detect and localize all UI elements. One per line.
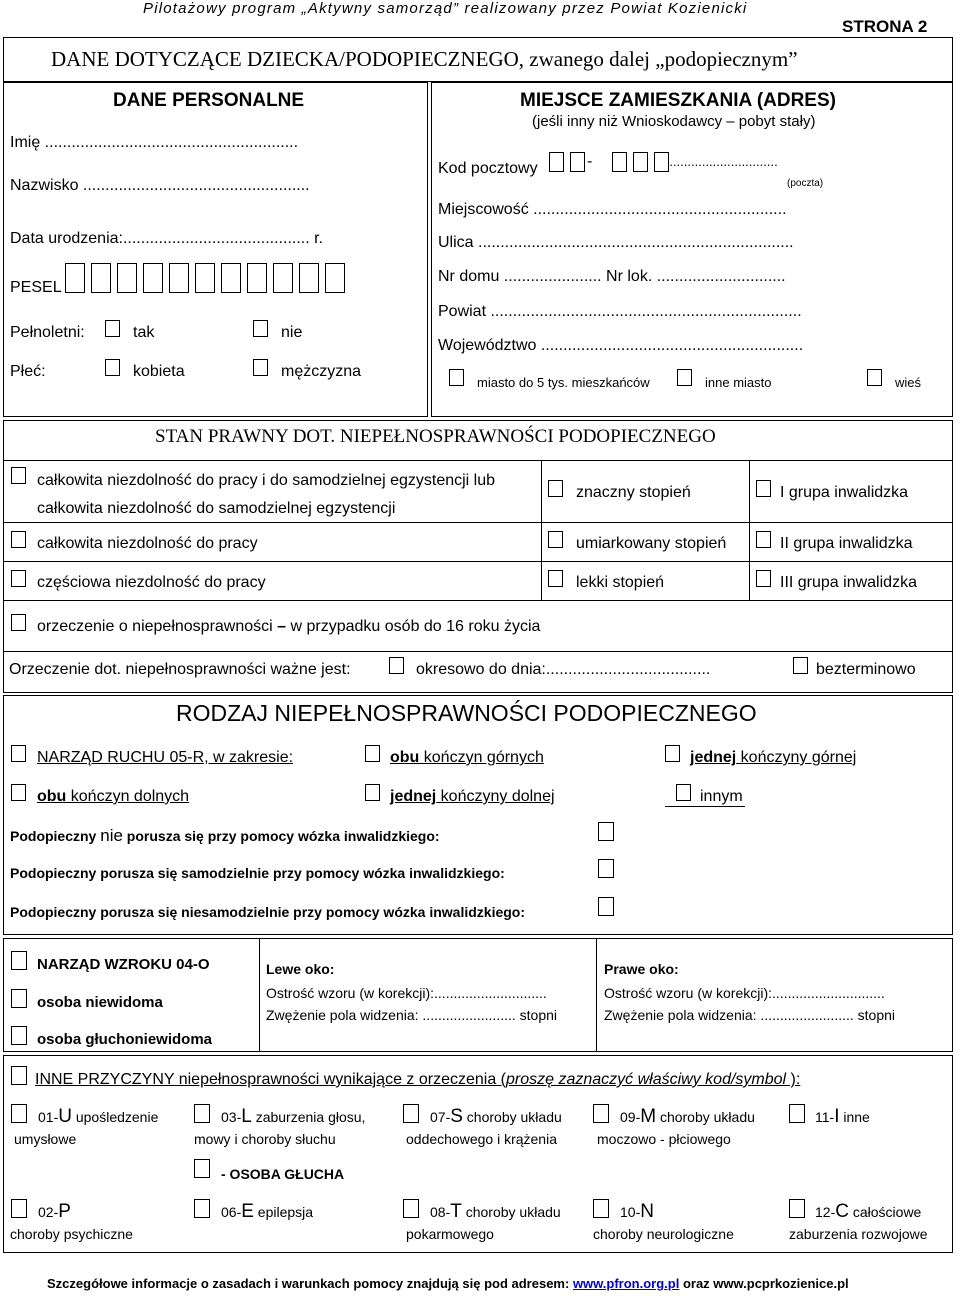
grid-line bbox=[4, 561, 952, 562]
pesel-digit[interactable] bbox=[143, 263, 163, 293]
lewe-zwezenie-field[interactable]: Zwężenie pola widzenia: ........................ stopni bbox=[266, 1007, 558, 1023]
code-07-text-2: oddechowego i krążenia bbox=[406, 1131, 557, 1147]
lewe-oko-title: Lewe oko: bbox=[266, 961, 335, 977]
pesel-digit[interactable] bbox=[195, 263, 215, 293]
code-06-checkbox[interactable] bbox=[194, 1199, 210, 1218]
code-10-prefix: 10- bbox=[620, 1204, 641, 1220]
znaczny-label: znaczny stopień bbox=[576, 484, 691, 501]
code-12-letter: C bbox=[835, 1201, 849, 1222]
grupa1-checkbox[interactable] bbox=[756, 480, 771, 497]
page-label: STRONA 2 bbox=[842, 17, 928, 36]
code-06-text: epilepsja bbox=[253, 1204, 314, 1220]
code-12-text-2: zaburzenia rozwojowe bbox=[789, 1226, 928, 1242]
code-10-checkbox[interactable] bbox=[593, 1199, 609, 1218]
code-02-checkbox[interactable] bbox=[11, 1199, 27, 1218]
code-01-prefix: 01- bbox=[38, 1109, 59, 1125]
code-03-label bbox=[221, 1106, 365, 1128]
wozek3-checkbox[interactable] bbox=[598, 897, 614, 916]
obu-word: obu bbox=[37, 788, 67, 805]
code-07-letter: S bbox=[450, 1106, 463, 1127]
grid-line bbox=[4, 651, 952, 652]
code-02-prefix: 02- bbox=[38, 1204, 59, 1220]
footer-text-a: Szczegółowe informacje o zasadach i warunkach pomocy znajdują się pod adresem: bbox=[47, 1276, 573, 1291]
grid-line bbox=[596, 938, 597, 1052]
inne-przyczyny-checkbox[interactable] bbox=[11, 1066, 27, 1085]
umiarkowany-label: umiarkowany stopień bbox=[576, 535, 727, 552]
pesel-digit[interactable] bbox=[325, 263, 345, 293]
obu-word: obu bbox=[390, 749, 420, 766]
grid-line bbox=[259, 938, 260, 1052]
code-09-checkbox[interactable] bbox=[593, 1104, 609, 1123]
postcode-dash: - bbox=[587, 153, 593, 171]
wies-label: wieś bbox=[895, 375, 922, 390]
inne-miasto-label: inne miasto bbox=[705, 375, 772, 390]
code-01-checkbox[interactable] bbox=[11, 1104, 27, 1123]
grid-line bbox=[541, 460, 542, 600]
footer-text-b: oraz www.pcprkozienice.pl bbox=[679, 1276, 849, 1291]
obu-dolnych-label bbox=[37, 788, 189, 806]
code-09-letter: M bbox=[640, 1106, 657, 1127]
ulica-field[interactable]: Ulica ....................................................................... bbox=[438, 234, 794, 251]
code-02-letter: P bbox=[58, 1201, 71, 1222]
jednej-dolnej-checkbox[interactable] bbox=[365, 784, 380, 801]
code-03-checkbox[interactable] bbox=[194, 1104, 210, 1123]
inne-przyczyny-title-b: niepełnosprawności wynikające z orzeczenia ( bbox=[174, 1071, 506, 1088]
poczta-label: (poczta) bbox=[787, 178, 824, 189]
jednej-gornej-label bbox=[690, 749, 856, 767]
grupa3-label: III grupa inwalidzka bbox=[780, 574, 917, 591]
konczyny-gornej-text: kończyny górnej bbox=[736, 749, 857, 766]
code-12-prefix: 12- bbox=[815, 1204, 836, 1220]
code-08-text: choroby układu bbox=[461, 1204, 561, 1220]
orzeczenie16-label-a: orzeczenie o niepełnosprawności bbox=[37, 618, 273, 635]
prawe-zwezenie-field[interactable]: Zwężenie pola widzenia: ........................ stopni bbox=[604, 1007, 896, 1023]
code-03-text: zaburzenia głosu, bbox=[251, 1109, 366, 1125]
wozek3-label: Podopieczny porusza się niesamodzielnie przy pomocy wózka inwalidzkiego: bbox=[10, 904, 526, 920]
kod-pocztowy-label: Kod pocztowy bbox=[438, 160, 538, 177]
wozek2-label: Podopieczny porusza się samodzielnie przy pomocy wózka inwalidzkiego: bbox=[10, 865, 505, 881]
obu-gornych-label bbox=[390, 749, 640, 767]
code-01-letter: U bbox=[58, 1106, 72, 1127]
narzad-ruchu-label: NARZĄD RUCHU 05-R, w zakresie: bbox=[37, 749, 294, 766]
niewidoma-label: osoba niewidoma bbox=[37, 994, 163, 1011]
code-01-text: upośledzenie bbox=[71, 1109, 159, 1125]
wozek1-label bbox=[10, 826, 440, 846]
code-03-letter: L bbox=[241, 1106, 252, 1127]
postcode-digit[interactable] bbox=[633, 152, 648, 172]
calkowita-pracy-checkbox[interactable] bbox=[11, 531, 26, 548]
wozek1-text-a: Podopieczny bbox=[10, 828, 101, 844]
konczyn-gornych-text: kończyn górnych bbox=[419, 749, 544, 766]
stan-prawny-title: STAN PRAWNY DOT. NIEPEŁNOSPRAWNOŚCI PODOPIECZNEGO bbox=[155, 426, 716, 447]
gluchoniewidoma-label: osoba głuchoniewidoma bbox=[37, 1031, 213, 1048]
code-09-text: choroby układu bbox=[656, 1109, 755, 1125]
code-02-label bbox=[38, 1201, 71, 1223]
pelnoletni-nie-checkbox[interactable] bbox=[253, 320, 268, 337]
wojewodztwo-field[interactable]: Województwo ........................................................... bbox=[438, 337, 804, 354]
code-09-text-2: moczowo - płciowego bbox=[597, 1131, 731, 1147]
wozek2-checkbox[interactable] bbox=[598, 859, 614, 878]
okresowo-checkbox[interactable] bbox=[389, 657, 404, 674]
postcode-digit[interactable] bbox=[612, 152, 627, 172]
pelnoletni-tak-label: tak bbox=[133, 324, 155, 341]
orzeczenie16-label-b: w przypadku osób do 16 roku życia bbox=[290, 618, 541, 635]
miasto5-checkbox[interactable] bbox=[449, 369, 464, 386]
miasto5-label: miasto do 5 tys. mieszkańców bbox=[477, 375, 650, 390]
pesel-digit[interactable] bbox=[221, 263, 241, 293]
code-12-text: całościowe bbox=[848, 1204, 922, 1220]
code-09-label bbox=[620, 1106, 755, 1128]
code-09-prefix: 09- bbox=[620, 1109, 641, 1125]
code-08-prefix: 08- bbox=[430, 1204, 451, 1220]
orzeczenie16-checkbox[interactable] bbox=[11, 614, 26, 631]
footer-info bbox=[47, 1276, 849, 1291]
code-12-label bbox=[815, 1201, 921, 1223]
konczyn-dolnych-text: kończyn dolnych bbox=[66, 788, 190, 805]
code-10-letter: N bbox=[640, 1201, 654, 1222]
grupa2-label: II grupa inwalidzka bbox=[780, 535, 913, 552]
code-11-prefix: 11- bbox=[815, 1109, 835, 1125]
code-08-checkbox[interactable] bbox=[403, 1199, 419, 1218]
plec-kobieta-checkbox[interactable] bbox=[105, 359, 120, 376]
code-06-letter: E bbox=[241, 1201, 254, 1222]
pesel-boxes[interactable] bbox=[65, 263, 351, 293]
imie-field[interactable]: Imię ......................................................... bbox=[10, 134, 299, 151]
osoba-glucha-label: - OSOBA GŁUCHA bbox=[221, 1166, 345, 1182]
umiarkowany-checkbox[interactable] bbox=[548, 531, 563, 548]
code-07-label bbox=[430, 1106, 562, 1128]
code-07-checkbox[interactable] bbox=[403, 1104, 419, 1123]
miejscowosc-field[interactable]: Miejscowość ......................................................... bbox=[438, 201, 787, 218]
pesel-digit[interactable] bbox=[169, 263, 189, 293]
postcode-digit[interactable] bbox=[654, 152, 669, 172]
rodzaj-title: RODZAJ NIEPEŁNOSPRAWNOŚCI PODOPIECZNEGO bbox=[176, 700, 757, 726]
code-11-text: inne bbox=[839, 1109, 870, 1125]
code-07-prefix: 07- bbox=[430, 1109, 451, 1125]
lewe-ostrosc-field[interactable]: Ostrość wzoru (w korekcji):............................. bbox=[266, 985, 547, 1001]
osoba-glucha-checkbox[interactable] bbox=[194, 1159, 210, 1178]
personal-heading: DANE PERSONALNE bbox=[113, 90, 305, 111]
czesciowa-checkbox[interactable] bbox=[11, 570, 26, 587]
poczta-field[interactable]: .............................. bbox=[669, 154, 778, 170]
plec-kobieta-label: kobieta bbox=[133, 363, 185, 380]
section1-title: DANE DOTYCZĄCE DZIECKA/PODOPIECZNEGO, zwanego dalej „podopiecznym” bbox=[51, 47, 798, 71]
bezterminowo-checkbox[interactable] bbox=[793, 657, 808, 674]
jednej-gornej-checkbox[interactable] bbox=[665, 745, 680, 762]
pelnoletni-tak-checkbox[interactable] bbox=[105, 320, 120, 337]
code-06-prefix: 06- bbox=[221, 1204, 242, 1220]
address-subheading: (jeśli inny niż Wnioskodawcy – pobyt stały) bbox=[532, 113, 816, 130]
grupa3-checkbox[interactable] bbox=[756, 570, 771, 587]
inne-przyczyny-title-c: proszę zaznaczyć właściwy kod/symbol bbox=[506, 1071, 787, 1088]
wies-checkbox[interactable] bbox=[867, 369, 882, 386]
code-08-label bbox=[430, 1201, 561, 1223]
powiat-field[interactable]: Powiat ...................................................................... bbox=[438, 303, 802, 320]
code-03-text-2: mowy i choroby słuchu bbox=[194, 1131, 336, 1147]
pesel-digit[interactable] bbox=[91, 263, 111, 293]
czesciowa-label: częściowa niezdolność do pracy bbox=[37, 574, 266, 591]
niewidoma-checkbox[interactable] bbox=[11, 989, 27, 1008]
lekki-label: lekki stopień bbox=[576, 574, 665, 591]
code-10-text-2: choroby neurologiczne bbox=[593, 1226, 734, 1242]
grupa2-checkbox[interactable] bbox=[756, 531, 771, 548]
calkowita-egzystencja-checkbox[interactable] bbox=[11, 467, 26, 484]
innym-underline bbox=[665, 806, 745, 807]
code-10-label bbox=[620, 1201, 654, 1223]
gluchoniewidoma-checkbox[interactable] bbox=[11, 1026, 27, 1045]
code-01-text-2: umysłowe bbox=[14, 1131, 77, 1147]
plec-label: Płeć: bbox=[10, 363, 46, 380]
personal-data-box bbox=[3, 82, 428, 417]
grupa1-label: I grupa inwalidzka bbox=[780, 484, 909, 501]
code-11-letter: I bbox=[834, 1106, 840, 1127]
postcode-digit[interactable] bbox=[570, 152, 585, 172]
wazne-label: Orzeczenie dot. niepełnosprawności ważne jest: bbox=[9, 661, 351, 678]
pelnoletni-label: Pełnoletni: bbox=[10, 324, 85, 341]
footer-link-pfron[interactable]: www.pfron.org.pl bbox=[572, 1276, 680, 1291]
narzad-wzroku-checkbox[interactable] bbox=[11, 951, 27, 970]
bezterminowo-label: bezterminowo bbox=[816, 661, 916, 678]
grid-line bbox=[4, 600, 952, 601]
code-07-text: choroby układu bbox=[462, 1109, 562, 1125]
code-11-label bbox=[815, 1106, 870, 1128]
plec-mezczyzna-label: mężczyzna bbox=[281, 363, 362, 380]
grid-line bbox=[4, 522, 952, 523]
code-06-label bbox=[221, 1201, 313, 1223]
calkowita-egzystencja-label-a: całkowita niezdolność do pracy i do samodzielnej egzystencji lub bbox=[37, 472, 496, 489]
pesel-digit[interactable] bbox=[299, 263, 319, 293]
calkowita-egzystencja-label-b: całkowita niezdolność do samodzielnej egzystencji bbox=[37, 500, 396, 517]
data-urodzenia-field[interactable]: Data urodzenia:.......................................... r. bbox=[10, 230, 323, 247]
code-08-letter: T bbox=[450, 1201, 462, 1222]
grid-line bbox=[4, 460, 952, 461]
inne-przyczyny-title-a: INNE PRZYCZYNY bbox=[35, 1071, 175, 1088]
innym-checkbox[interactable] bbox=[676, 784, 691, 801]
postcode-digit[interactable] bbox=[549, 152, 564, 172]
nazwisko-field[interactable]: Nazwisko ................................................... bbox=[10, 177, 310, 194]
narzad-ruchu-checkbox[interactable] bbox=[11, 745, 26, 762]
dash-glyph: – bbox=[272, 618, 291, 635]
nr-domu-field[interactable]: Nr domu ...................... Nr lok. ............................. bbox=[438, 268, 786, 285]
obu-gornych-checkbox[interactable] bbox=[365, 745, 380, 762]
kod-pocztowy-boxes[interactable] bbox=[549, 152, 778, 172]
calkowita-pracy-label: całkowita niezdolność do pracy bbox=[37, 535, 258, 552]
pesel-digit[interactable] bbox=[65, 263, 85, 293]
code-02-text-2: choroby psychiczne bbox=[10, 1226, 133, 1242]
lekki-checkbox[interactable] bbox=[548, 570, 563, 587]
pelnoletni-nie-label: nie bbox=[281, 324, 303, 341]
address-heading: MIEJSCE ZAMIESZKANIA (ADRES) bbox=[520, 90, 836, 111]
pesel-digit[interactable] bbox=[247, 263, 267, 293]
code-12-checkbox[interactable] bbox=[789, 1199, 805, 1218]
plec-mezczyzna-checkbox[interactable] bbox=[253, 359, 268, 376]
narzad-wzroku-label: NARZĄD WZROKU 04-O bbox=[37, 956, 210, 973]
code-11-checkbox[interactable] bbox=[789, 1104, 805, 1123]
wozek1-text-b: porusza się przy pomocy wózka inwalidzkiego: bbox=[122, 828, 440, 844]
pesel-digit[interactable] bbox=[117, 263, 137, 293]
prawe-oko-title: Prawe oko: bbox=[604, 961, 679, 977]
orzeczenie16-label bbox=[37, 618, 540, 636]
code-03-prefix: 03- bbox=[221, 1109, 242, 1125]
znaczny-checkbox[interactable] bbox=[548, 480, 563, 497]
obu-dolnych-checkbox[interactable] bbox=[11, 784, 26, 801]
jednej-word: jednej bbox=[390, 788, 437, 805]
wozek1-nie: nie bbox=[100, 826, 123, 845]
grid-line bbox=[749, 460, 750, 600]
konczyny-dolnej-text: kończyny dolnej bbox=[436, 788, 555, 805]
rodzaj-box bbox=[3, 695, 953, 935]
innym-label: innym bbox=[700, 788, 743, 805]
inne-przyczyny-title bbox=[35, 1071, 800, 1089]
okresowo-field[interactable]: okresowo do dnia:..................................... bbox=[416, 661, 711, 678]
inne-przyczyny-title-d: ): bbox=[786, 1071, 801, 1088]
jednej-dolnej-label bbox=[390, 788, 555, 806]
jednej-word: jednej bbox=[690, 749, 737, 766]
program-title: Pilotażowy program „Aktywny samorząd” realizowany przez Powiat Kozienicki bbox=[143, 0, 748, 17]
prawe-ostrosc-field[interactable]: Ostrość wzoru (w korekcji):............................. bbox=[604, 985, 885, 1001]
inne-miasto-checkbox[interactable] bbox=[677, 369, 692, 386]
pesel-label: PESEL bbox=[10, 279, 62, 296]
code-01-label bbox=[38, 1106, 158, 1128]
wozek1-checkbox[interactable] bbox=[598, 822, 614, 841]
pesel-digit[interactable] bbox=[273, 263, 293, 293]
code-08-text-2: pokarmowego bbox=[406, 1226, 494, 1242]
